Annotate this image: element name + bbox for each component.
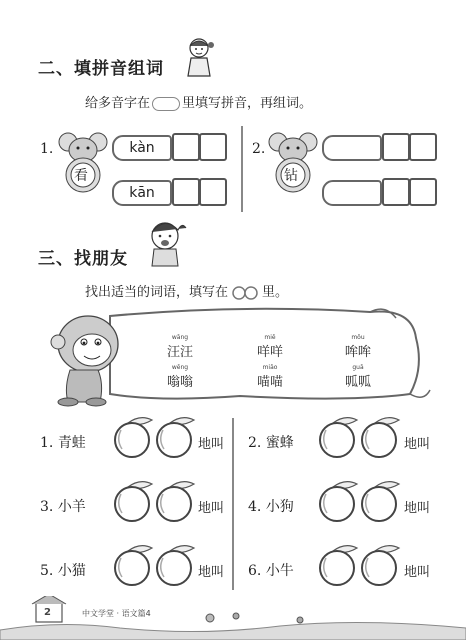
item-2-char: 钻 (284, 168, 298, 184)
word-item: guā 呱呱 (344, 364, 371, 390)
item-2-pinyin-2[interactable] (322, 180, 382, 206)
section-3-instruction: 找出适当的词语，填写在 里。 (85, 285, 289, 300)
section-3-title: 三、找朋友 (38, 249, 128, 269)
word-item: miāo 喵喵 (256, 364, 283, 390)
row-2-label: 2. 蜜蜂 (248, 435, 294, 451)
item-2-answer-box[interactable] (409, 133, 437, 161)
item-2-answer-box[interactable] (382, 133, 410, 161)
mouse-illustration (268, 128, 318, 196)
word-item: wāng 汪汪 (166, 334, 193, 360)
row-2-suffix: 地叫 (404, 437, 431, 452)
peach-answer-slots (0, 410, 466, 594)
word-item: miē 咩咩 (256, 334, 283, 360)
row-3-suffix: 地叫 (198, 501, 225, 516)
footer-text: 中文学堂 · 语文篇4 (82, 609, 151, 618)
item-1-number: 1. (40, 141, 54, 157)
row-5-label: 5. 小猫 (40, 563, 86, 579)
item-2-pinyin-1[interactable] (322, 135, 382, 161)
row-1-label: 1. 青蛙 (40, 435, 86, 451)
footer-decoration (0, 596, 466, 640)
item-1-answer-box[interactable] (199, 133, 227, 161)
item-1-pinyin-1[interactable]: kàn (112, 135, 172, 161)
row-3-label: 3. 小羊 (40, 499, 86, 515)
boy-illustration (142, 218, 188, 268)
page-number: 2 (44, 607, 51, 618)
item-1-answer-box[interactable] (199, 178, 227, 206)
divider (241, 126, 243, 212)
item-2-number: 2. (252, 141, 266, 157)
word-item: wēng 嗡嗡 (166, 364, 193, 390)
girl-illustration (182, 36, 216, 82)
item-1-answer-box[interactable] (172, 133, 200, 161)
row-4-suffix: 地叫 (404, 501, 431, 516)
item-2-answer-box[interactable] (382, 178, 410, 206)
word-bank (160, 334, 390, 394)
section-2-title: 二、填拼音组词 (38, 59, 164, 79)
row-6-suffix: 地叫 (404, 565, 431, 580)
item-2-answer-box[interactable] (409, 178, 437, 206)
section-2-instruction: 给多音字在 里填写拼音，再组词。 (85, 96, 313, 111)
row-1-suffix: 地叫 (198, 437, 225, 452)
row-4-label: 4. 小狗 (248, 499, 294, 515)
word-item: mōu 哞哞 (344, 334, 371, 360)
item-1-pinyin-2[interactable]: kān (112, 180, 172, 206)
item-1-char: 看 (74, 168, 88, 184)
row-5-suffix: 地叫 (198, 565, 225, 580)
mouse-illustration (58, 128, 108, 196)
item-1-answer-box[interactable] (172, 178, 200, 206)
blank-tag-icon (152, 97, 180, 111)
row-6-label: 6. 小牛 (248, 563, 294, 579)
